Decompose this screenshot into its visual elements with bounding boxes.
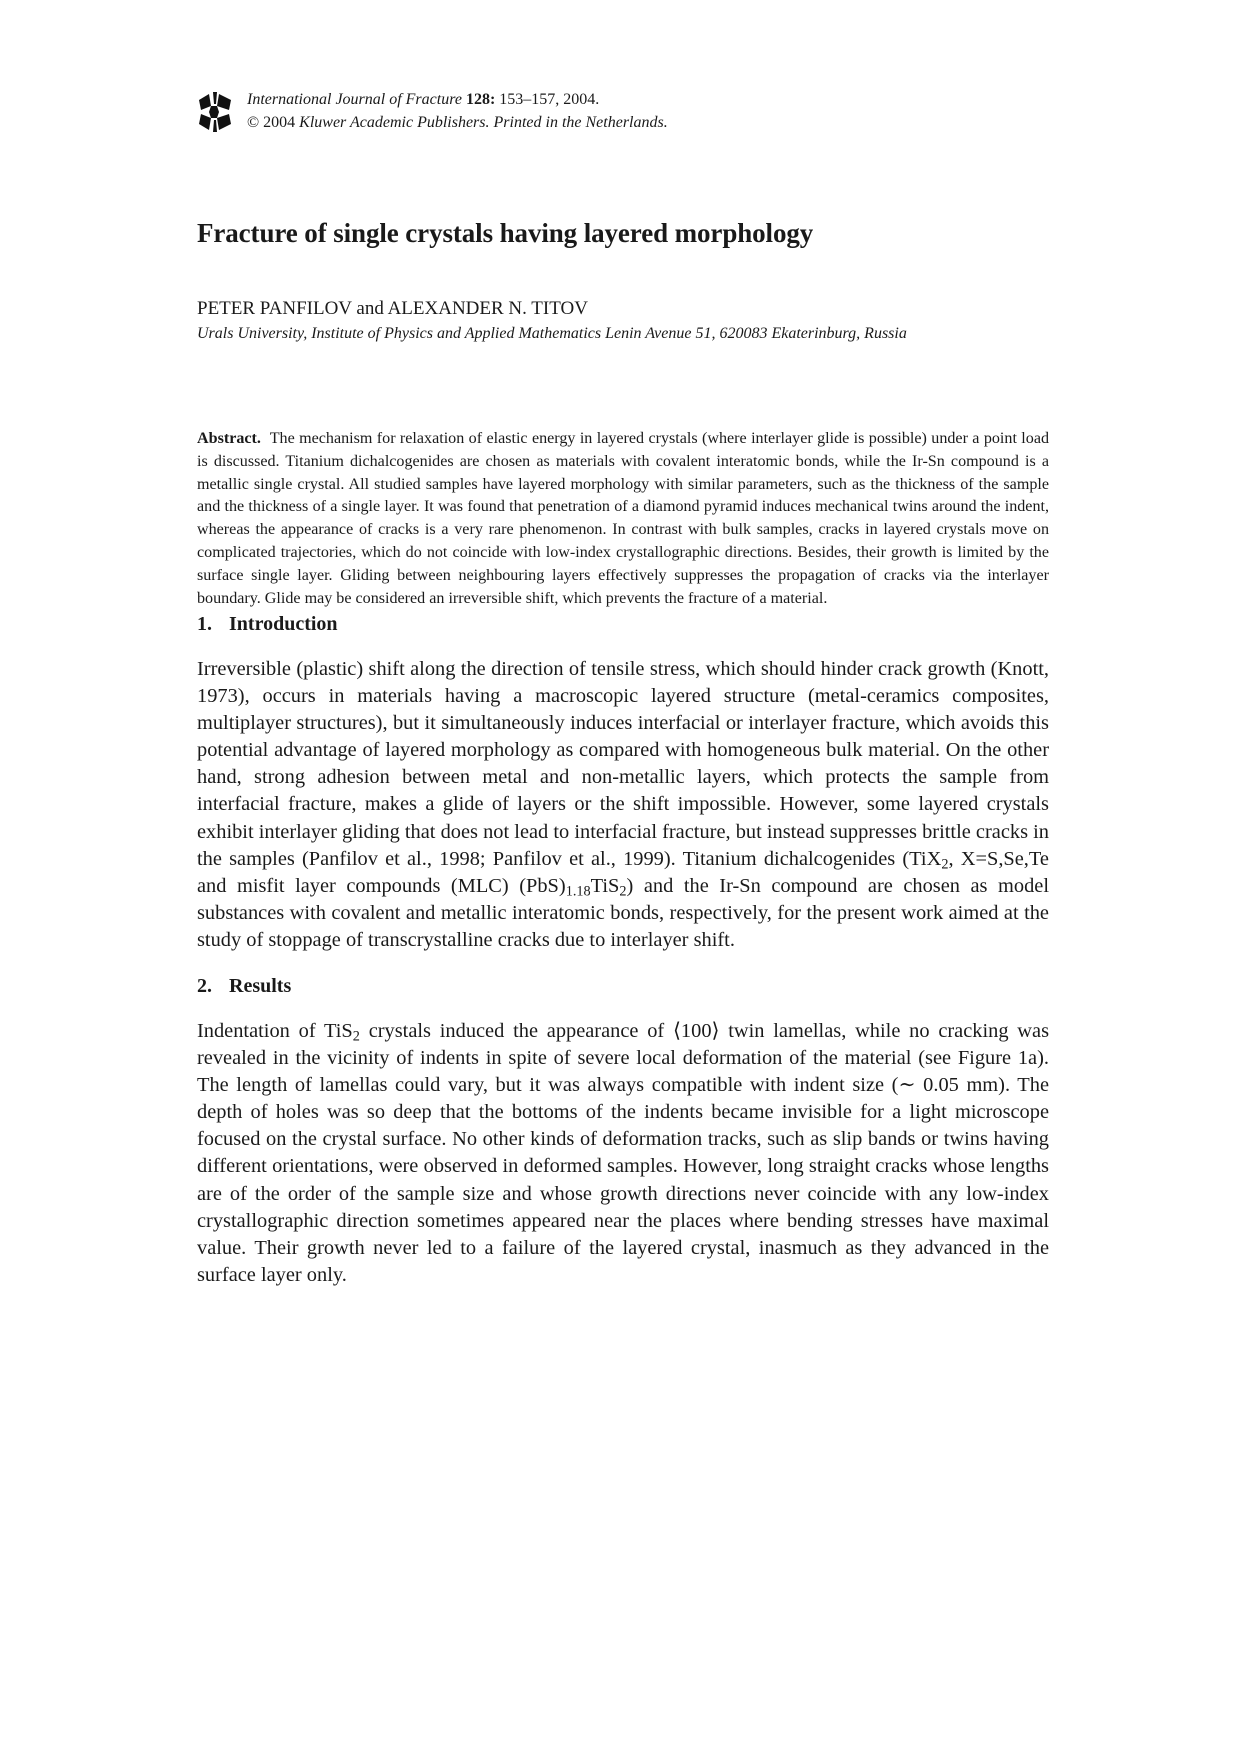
paper-title: Fracture of single crystals having layered morphology: [197, 218, 814, 248]
abstract-text: The mechanism for relaxation of elastic energy in layered crystals (where interlayer glide is possible) under a point load is discussed. Titanium dichalcogenides are chosen as materials with covalent interatomic bonds, while the Ir-Sn compound is a metallic single crystal. All studied samples have layered morphology with similar parameters, such as the thickness of the sample and the thickness of a single layer. It was found that penetration of a diamond pyramid induces mechanical twins around the indent, whereas the appearance of cracks is a very rare phenomenon. In contrast with bulk samples, cracks in layered crystals move on complicated trajectories, which do not coincide with low-index crystallographic directions. Besides, their growth is limited by the surface single layer. Gliding between neighbouring layers effectively suppresses the propagation of cracks via the interlayer boundary. Glide may be considered an irreversible shift, which prevents the fracture of a material.: [197, 430, 1050, 607]
publisher-logo: [197, 92, 233, 132]
section-heading-results: [197, 973, 291, 999]
author-name: PETER PANFILOV: [197, 298, 352, 319]
publisher-name: Kluwer Academic Publishers.: [299, 114, 490, 131]
journal-name: International Journal of Fracture: [247, 91, 462, 108]
author-name: ALEXANDER N. TITOV: [387, 298, 588, 319]
section-heading-introduction: [197, 611, 338, 637]
section-title: Results: [229, 975, 292, 997]
author-list: [197, 297, 588, 321]
paragraph-text: Indentation of TiS: [197, 1020, 353, 1042]
paragraph-text: Irreversible (plastic) shift along the direction of tensile stress, which should hinder crack growth (Knott, 1973), occurs in materials having a macroscopic layered structure (metal-ceramics composites, multiplayer structures), but it simultaneously induces interfacial or interlayer fracture, which avoids this potential advantage of layered morphology as compared with homogeneous bulk material. On the other hand, strong adhesion between metal and non-metallic layers, which protects the sample from interfacial fracture, makes a glide of layers or the shift impossible. However, some layered crystals exhibit interlayer gliding that does not lead to interfacial fracture, but instead suppresses brittle cracks in the samples (Panfilov et al., 1998; Panfilov et al., 1999). Titanium dichalcogenides (TiX: [197, 658, 1049, 870]
section-number: 2.: [197, 975, 212, 997]
author-affiliation: Urals University, Institute of Physics and Applied Mathematics Lenin Avenue 51, 620083 Ekaterinburg, Russia: [197, 325, 907, 342]
subscript: 2: [619, 883, 627, 900]
section-title: Introduction: [229, 613, 338, 635]
paragraph-text: , X=S,Se,Te and misfit layer compounds (MLC) (PbS): [197, 847, 1049, 897]
author-conjunction: and: [356, 298, 384, 319]
abstract: [197, 428, 1049, 610]
citation-line-2: [247, 111, 668, 134]
subscript: 2: [352, 1028, 360, 1045]
printed-location: Printed in the Netherlands.: [493, 114, 668, 131]
citation-line-1: [247, 88, 668, 111]
journal-pages-year: 153–157, 2004.: [499, 91, 600, 108]
journal-volume: 128:: [465, 91, 496, 108]
journal-header: [197, 88, 1049, 138]
results-paragraph: [197, 1018, 1049, 1289]
introduction-paragraph: [197, 656, 1049, 954]
subscript: 2: [941, 856, 949, 873]
paragraph-text: crystals induced the appearance of ⟨100⟩ twin lamellas, while no cracking was revealed in the vicinity of indents in spite of severe local deformation of the material (see Figure 1a). The length of lamellas could vary, but it was always compatible with indent size (∼ 0.05 mm). The depth of holes was so deep that the bottoms of the indents became invisible for a light microscope focused on the crystal surface. No other kinds of deformation tracks, such as slip bands or twins having different orientations, were observed in deformed samples. However, long straight cracks whose lengths are of the order of the sample size and whose growth directions never coincide with any low-index crystallographic direction sometimes appeared near the places where bending stresses have maximal value. Their growth never led to a failure of the layered crystal, inasmuch as they advanced in the surface layer only.: [197, 1020, 1050, 1286]
journal-citation: [247, 88, 668, 134]
section-number: 1.: [197, 613, 212, 635]
subscript: 1.18: [565, 883, 591, 900]
abstract-label: Abstract.: [197, 430, 261, 447]
paragraph-text: ) and the Ir-Sn compound are chosen as model substances with covalent and metallic interatomic bonds, respectively, for the present work aimed at the study of stoppage of transcrystalline cracks due to interlayer shift.: [197, 874, 1049, 951]
paragraph-text: TiS: [590, 874, 620, 897]
copyright-year: © 2004: [247, 114, 296, 131]
